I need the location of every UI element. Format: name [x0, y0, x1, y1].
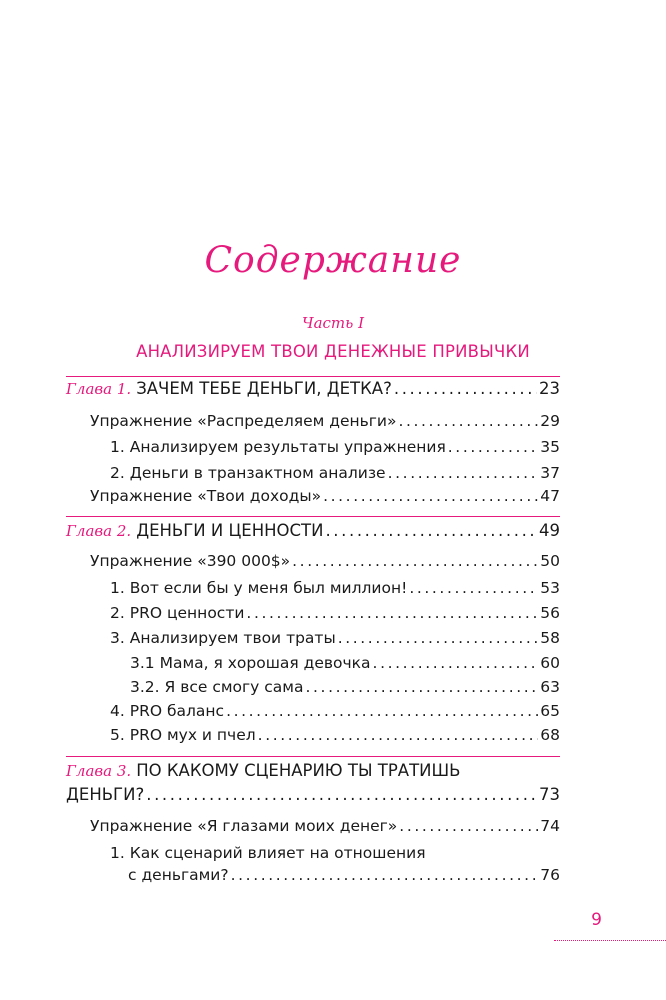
entry-page: 37	[540, 464, 560, 482]
dot-leader	[388, 462, 539, 484]
entry-page: 74	[540, 817, 560, 835]
entry-page: 65	[540, 702, 560, 720]
chapter-2-page: 49	[539, 521, 560, 540]
chapter-1-divider	[66, 376, 560, 377]
toc-entry[interactable]	[90, 550, 560, 572]
chapter-3-page: 73	[539, 785, 560, 804]
toc-entry[interactable]	[90, 815, 560, 837]
dot-leader	[448, 436, 538, 458]
entry-title: 1. Вот если бы у меня был миллион!	[110, 579, 408, 597]
toc-entry[interactable]	[130, 652, 560, 674]
entry-page: 58	[540, 629, 560, 647]
dot-leader	[231, 864, 539, 886]
dot-leader	[373, 652, 539, 674]
entry-title: Упражнение «390 000$»	[90, 552, 291, 570]
toc-chapter-3-line1[interactable]	[66, 760, 460, 782]
chapter-1-title: ЗАЧЕМ ТЕБЕ ДЕНЬГИ, ДЕТКА?	[136, 379, 392, 398]
dot-leader	[226, 700, 538, 722]
toc-entry[interactable]	[90, 485, 560, 507]
entry-page: 50	[540, 552, 560, 570]
entry-title: Упражнение «Я глазами моих денег»	[90, 817, 398, 835]
chapter-3-title-line2: ДЕНЬГИ?	[66, 785, 145, 804]
chapter-3-title-line1: ПО КАКОМУ СЦЕНАРИЮ ТЫ ТРАТИШЬ	[136, 761, 461, 780]
entry-page: 29	[540, 412, 560, 430]
part-label: Часть I	[301, 314, 365, 332]
dot-leader	[305, 676, 538, 698]
toc-chapter-2[interactable]	[66, 520, 560, 542]
dot-leader	[338, 627, 539, 649]
entry-title: 3.1 Мама, я хорошая девочка	[130, 654, 371, 672]
entry-title: 3. Анализируем твои траты	[110, 629, 336, 647]
entry-title: Упражнение «Распределяем деньги»	[90, 412, 397, 430]
toc-chapter-3[interactable]	[66, 784, 560, 806]
part-title: АНАЛИЗИРУЕМ ТВОИ ДЕНЕЖНЫЕ ПРИВЫЧКИ	[136, 342, 530, 361]
entry-page: 63	[540, 678, 560, 696]
entry-title: 5. PRO мух и пчел	[110, 726, 256, 744]
entry-title: 1. Анализируем результаты упражнения	[110, 438, 446, 456]
toc-entry[interactable]	[110, 436, 560, 458]
entry-page: 56	[540, 604, 560, 622]
entry-title-line1: 1. Как сценарий влияет на отношения	[110, 844, 426, 862]
entry-page: 53	[540, 579, 560, 597]
entry-page: 47	[540, 487, 560, 505]
toc-entry[interactable]	[130, 676, 560, 698]
entry-page: 35	[540, 438, 560, 456]
dot-leader	[246, 602, 538, 624]
toc-entry[interactable]	[90, 410, 560, 432]
toc-entry[interactable]	[110, 577, 560, 599]
toc-entry[interactable]	[110, 602, 560, 624]
entry-page: 60	[540, 654, 560, 672]
entry-page: 76	[540, 866, 560, 884]
page-number-rule	[554, 940, 666, 941]
dot-leader	[398, 410, 538, 432]
entry-title: 2. PRO ценности	[110, 604, 245, 622]
dot-leader	[394, 378, 537, 400]
chapter-2-prefix: Глава 2.	[66, 522, 132, 540]
toc-entry[interactable]	[110, 627, 560, 649]
entry-title-line2: с деньгами?	[128, 866, 229, 884]
dot-leader	[323, 485, 538, 507]
chapter-3-prefix: Глава 3.	[66, 762, 132, 780]
toc-entry[interactable]	[110, 462, 560, 484]
page-number: 9	[591, 910, 602, 930]
chapter-1-prefix: Глава 1.	[66, 380, 132, 398]
chapter-3-divider	[66, 756, 560, 757]
chapter-2-divider	[66, 516, 560, 517]
entry-title: 3.2. Я все смогу сама	[130, 678, 304, 696]
toc-entry[interactable]	[110, 724, 560, 746]
dot-leader	[399, 815, 538, 837]
chapter-2-title: ДЕНЬГИ И ЦЕННОСТИ	[136, 521, 324, 540]
entry-page: 68	[540, 726, 560, 744]
dot-leader	[325, 520, 537, 542]
entry-title: 4. PRO баланс	[110, 702, 225, 720]
dot-leader	[146, 784, 537, 806]
dot-leader	[409, 577, 538, 599]
contents-heading: Содержание	[204, 240, 462, 281]
toc-entry[interactable]	[110, 700, 560, 722]
entry-title: Упражнение «Твои доходы»	[90, 487, 322, 505]
toc-chapter-1[interactable]	[66, 378, 560, 400]
dot-leader	[292, 550, 538, 572]
toc-entry[interactable]	[128, 864, 560, 886]
entry-title: 2. Деньги в транзактном анализе	[110, 464, 386, 482]
chapter-1-page: 23	[539, 379, 560, 398]
dot-leader	[258, 724, 539, 746]
